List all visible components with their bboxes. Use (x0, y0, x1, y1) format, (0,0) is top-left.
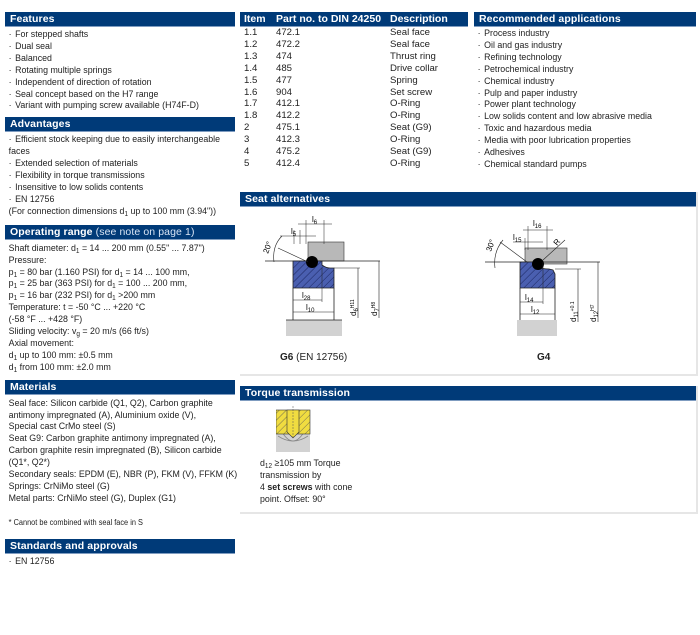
g6-l5-label: $l_5$ (291, 227, 297, 238)
list-item: · Efficient stock keeping due to easily interchangeable (8, 134, 221, 146)
cell-part-no: 485 (276, 62, 293, 74)
torque-transmission-panel (240, 386, 698, 514)
cell-part-no: 475.2 (276, 146, 301, 158)
list-item: · Extended selection of materials (8, 158, 138, 170)
column-header-item: Item (240, 12, 272, 27)
table-row (240, 39, 468, 51)
g6-d7-label: $d_7^{H8}$ (370, 301, 381, 316)
sliding-velocity: Sliding velocity: $v_g = 20$ m/s (66 ft/s) (8, 326, 149, 339)
g6-l6-label: $l_6$ (312, 215, 318, 226)
list-item-continuation: (For connection dimensions $d_1$ up to 100 mm (3.94")) (8, 205, 217, 218)
list-item: · Toxic and hazardous media (477, 123, 592, 135)
operating-range-note: (see note on page 1) (95, 225, 195, 238)
applications-header: Recommended applications (474, 12, 696, 27)
cell-description: Seal face (390, 27, 431, 38)
axial-line-2: $d_1$ from 100 mm: ±2.0 mm (8, 361, 111, 374)
g4-l12-label: $l_{12}$ (531, 305, 540, 316)
list-item-continuation: faces (8, 146, 30, 158)
cell-part-no: 412.1 (276, 98, 301, 110)
table-row (240, 98, 468, 110)
cell-item: 1.8 (244, 110, 258, 122)
materials-line: Metal parts: CrNiMo steel (G), Duplex (G1) (8, 492, 176, 504)
cell-part-no: 412.3 (276, 134, 301, 146)
list-item: · Chemical industry (477, 75, 555, 87)
feature-text: For stepped shafts (15, 29, 89, 40)
materials-line: Special cast CrMo steel (S) (8, 421, 116, 433)
cell-item: 2 (244, 122, 250, 134)
materials-line: Seal face: Silicon carbide (Q1, Q2), Carbon graphite (8, 397, 213, 409)
application-text: Toxic and hazardous media (484, 123, 592, 135)
g6-caption: G6 (EN 12756) (280, 352, 348, 363)
g4-l15-label: $l_{15}$ (513, 233, 522, 244)
cell-description: Thrust ring (390, 50, 436, 62)
seat-alternatives-panel (240, 192, 698, 376)
list-item: · Chemical standard pumps (477, 158, 587, 170)
table-row (240, 63, 468, 75)
application-text: Refining technology (484, 51, 562, 63)
cell-description: O-Ring (390, 157, 421, 169)
column-header-part-no: Part no. to DIN 24250 (272, 12, 386, 27)
g6-angle-label: 20° (261, 240, 275, 255)
list-item: · Pulp and paper industry (477, 87, 578, 99)
list-item: · Power plant technology (477, 99, 576, 111)
list-item: · Variant with pumping screw available (H74F-D) (8, 100, 199, 112)
feature-text: Variant with pumping screw available (H74F-D) (15, 100, 199, 112)
cell-part-no: 412.2 (276, 110, 301, 122)
features-header: Features (5, 12, 235, 27)
list-item: · Insensitive to low solids contents (8, 181, 144, 193)
shaft-diameter: Shaft diameter: $d_1 = 14$ ... 200 mm (0.55" ... 7.87") (8, 242, 205, 255)
table-row (240, 134, 468, 146)
list-item: · Media with poor lubrication properties (477, 135, 631, 147)
cell-item: 1.6 (244, 86, 258, 98)
pressure-line-3: $p_1 = 16$ bar (232 PSI) for $d_1 >200$ mm (8, 290, 156, 303)
application-text: Power plant technology (484, 99, 576, 111)
parts-table (240, 12, 468, 170)
cell-item: 1.3 (244, 50, 258, 62)
g4-housing (517, 320, 557, 336)
list-item: · Refining technology (477, 51, 562, 63)
list-item: · Rotating multiple springs (8, 64, 112, 76)
list-item: · Process industry (477, 28, 550, 39)
list-item: · Adhesives (477, 147, 525, 159)
cell-part-no: 472.2 (276, 38, 301, 50)
g6-seat-drawing (250, 212, 390, 337)
application-text: Adhesives (484, 147, 525, 159)
cell-item: 3 (244, 134, 250, 146)
parts-table-header (240, 12, 468, 27)
materials-line: antimony impregnated (A), Aluminium oxide (V), (8, 409, 197, 421)
torque-transmission-header: Torque transmission (240, 386, 696, 401)
materials-footnote: * Cannot be combined with seal face in S (8, 517, 143, 527)
cell-part-no: 474 (276, 50, 293, 62)
cell-item: 5 (244, 157, 250, 169)
table-row (240, 27, 468, 39)
pressure-label: Pressure: (8, 254, 47, 266)
list-item: · Dual seal (8, 40, 52, 52)
materials-text (5, 395, 238, 529)
feature-text: Independent of direction of rotation (15, 76, 152, 88)
application-text: Media with poor lubrication properties (484, 135, 631, 147)
list-item: · For stepped shafts (8, 29, 89, 40)
parts-table-body (240, 27, 468, 170)
list-item: · Flexibility in torque transmissions (8, 170, 145, 182)
list-item: · EN 12756 (8, 555, 55, 567)
cell-description: Seat (G9) (390, 146, 432, 158)
cell-part-no: 412.4 (276, 157, 301, 169)
cell-part-no: 477 (276, 74, 293, 86)
table-row (240, 158, 468, 170)
feature-text: Dual seal (15, 40, 52, 52)
application-text: Chemical industry (484, 75, 555, 87)
g4-caption: G4 (537, 352, 551, 363)
table-row (240, 122, 468, 134)
advantage-text: EN 12756 (15, 193, 55, 205)
materials-line: Springs: CrNiMo steel (G) (8, 481, 110, 492)
g4-seat-drawing (465, 212, 610, 337)
g4-d11-label: $d_{11}^{+0.1}$ (569, 301, 580, 322)
torque-line-4: point. Offset: 90° (260, 493, 326, 505)
cell-item: 1.5 (244, 74, 258, 86)
g4-l14-label: $l_{14}$ (525, 293, 534, 304)
g6-l28-label: $l_{28}$ (302, 291, 311, 302)
cell-item: 4 (244, 146, 250, 158)
table-row (240, 75, 468, 87)
pressure-line-1: $p_1 = 80$ bar (1.160 PSI) for $d_1 = 14$ ... 100 mm, (8, 266, 190, 279)
cell-item: 1.1 (244, 27, 258, 38)
materials-line: Secondary seals: EPDM (E), NBR (P), FKM (V), FFKM (K) (8, 469, 238, 481)
feature-text: Balanced (15, 52, 52, 64)
pressure-line-2: $p_1 = 25$ bar (363 PSI) for $d_1 = 100$ ... 200 mm, (8, 278, 188, 291)
materials-line: Seat G9: Carbon graphite antimony impregnated (A), (8, 433, 216, 445)
axial-movement-label: Axial movement: (8, 337, 74, 349)
cell-item: 1.4 (244, 62, 258, 74)
g4-radius-label: R (551, 237, 563, 248)
application-text: Chemical standard pumps (484, 158, 587, 170)
application-text: Petrochemical industry (484, 63, 574, 75)
temperature: Temperature: t = -50 °C ... +220 °C (8, 302, 146, 314)
advantage-text: Flexibility in torque transmissions (15, 170, 145, 182)
materials-line: (Q1*, Q2*) (8, 457, 50, 469)
table-row (240, 51, 468, 63)
torque-description (260, 458, 352, 506)
table-row (240, 146, 468, 158)
advantage-text: Efficient stock keeping due to easily interchangeable (15, 134, 221, 146)
feature-text: Seal concept based on the H7 range (15, 88, 159, 100)
cell-part-no: 475.1 (276, 122, 301, 134)
materials-header: Materials (5, 380, 235, 395)
g6-housing (286, 320, 342, 336)
table-row (240, 87, 468, 99)
operating-range-text (5, 240, 217, 374)
g6-d6-label: $d_6^{H11}$ (349, 299, 360, 316)
cell-item: 1.7 (244, 98, 258, 110)
application-text: Process industry (484, 28, 550, 39)
features-list (5, 27, 217, 112)
g6-l10-label: $l_{10}$ (306, 303, 315, 314)
list-item: · Oil and gas industry (477, 39, 563, 51)
cell-description: O-Ring (390, 110, 421, 122)
standard-text: EN 12756 (15, 555, 55, 567)
list-item: · Seal concept based on the H7 range (8, 88, 159, 100)
g4-angle-label: 30° (484, 238, 498, 253)
set-screw-drawing (276, 406, 312, 452)
cell-part-no: 472.1 (276, 27, 301, 38)
application-text: Low solids content and low abrasive media (484, 111, 652, 123)
standards-list (5, 554, 217, 568)
advantages-list (5, 132, 221, 218)
column-header-description: Description (386, 12, 468, 27)
g4-o-ring (532, 258, 544, 270)
cell-description: Set screw (390, 86, 433, 98)
advantage-text: Insensitive to low solids contents (15, 181, 144, 193)
standards-header: Standards and approvals (5, 539, 235, 554)
advantages-header: Advantages (5, 117, 235, 132)
g4-l16-label: $l_{16}$ (533, 219, 542, 230)
list-item: · Low solids content and low abrasive media (477, 111, 652, 123)
cell-item: 1.2 (244, 38, 258, 50)
table-row (240, 110, 468, 122)
operating-range-title: Operating range (10, 225, 93, 238)
cell-description: Drive collar (390, 62, 438, 74)
torque-line-3: 4 set screws with cone (260, 481, 353, 493)
feature-text: Rotating multiple springs (15, 64, 112, 76)
torque-line-1: $d_{12} \ge 105$ mm Torque (260, 458, 341, 470)
applications-column (474, 12, 696, 171)
cell-description: Seat (G9) (390, 122, 432, 134)
left-column (5, 12, 238, 568)
cell-description: O-Ring (390, 98, 421, 110)
application-text: Oil and gas industry (484, 39, 563, 51)
g4-d12-label: $d_{12}^{H7}$ (589, 304, 600, 322)
cell-description: O-Ring (390, 134, 421, 146)
applications-list (474, 27, 678, 171)
operating-range-header (5, 225, 235, 240)
temperature-f: (-58 °F ... +428 °F) (8, 314, 83, 326)
list-item: · EN 12756 (8, 193, 55, 205)
cell-part-no: 904 (276, 86, 293, 98)
axial-line-1: $d_1$ up to 100 mm: ±0.5 mm (8, 349, 113, 362)
torque-line-2: transmission by (260, 469, 322, 481)
list-item: · Balanced (8, 52, 52, 64)
application-text: Pulp and paper industry (484, 87, 578, 99)
cell-description: Seal face (390, 38, 431, 50)
list-item: · Independent of direction of rotation (8, 76, 152, 88)
seat-alternatives-header: Seat alternatives (240, 192, 696, 207)
cell-description: Spring (390, 74, 418, 86)
advantage-text: Extended selection of materials (15, 158, 138, 170)
list-item: · Petrochemical industry (477, 63, 574, 75)
materials-line: Carbon graphite resin impregnated (B), Silicon carbide (8, 445, 222, 457)
